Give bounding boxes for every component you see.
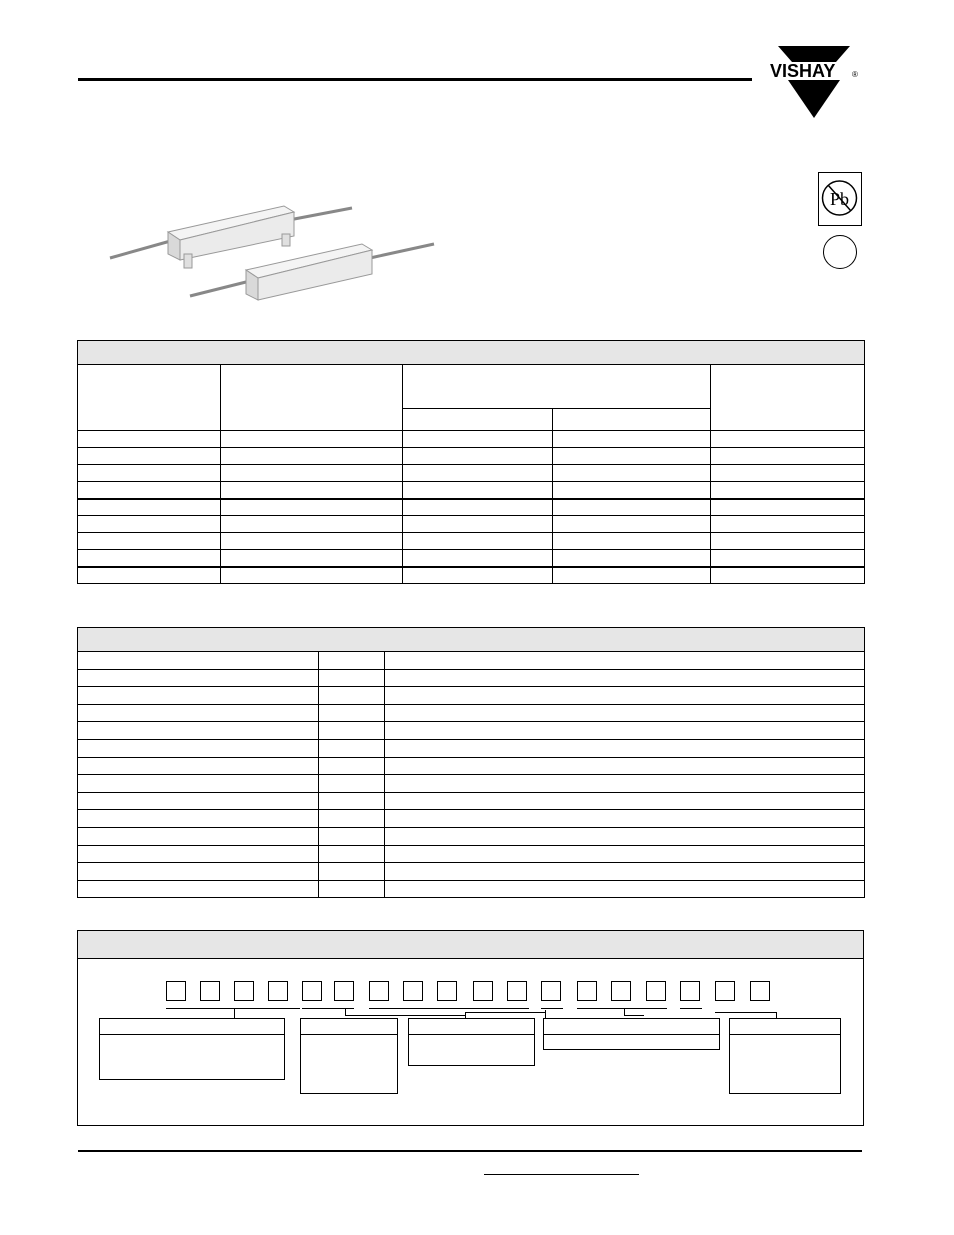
- part-number-digit: [646, 981, 666, 1001]
- group-underline: [577, 1008, 667, 1009]
- lead-free-symbol: Pb: [829, 189, 850, 209]
- table-row: [78, 652, 865, 670]
- table-row: [78, 669, 865, 687]
- technical-specifications-table: [77, 627, 865, 898]
- table-row: [78, 863, 865, 881]
- brand-name: VISHAY: [770, 61, 836, 81]
- part-number-digit: [715, 981, 735, 1001]
- part-number-digit: [541, 981, 561, 1001]
- column-subheader: [403, 409, 553, 431]
- table-row: [78, 739, 865, 757]
- section-header: [78, 628, 865, 652]
- part-number-digit: [403, 981, 423, 1001]
- column-subheader: [553, 409, 711, 431]
- group-underline: [680, 1008, 702, 1009]
- part-number-digit: [577, 981, 597, 1001]
- part-number-digit: [611, 981, 631, 1001]
- group-connector: [545, 1010, 546, 1018]
- part-number-digit: [166, 981, 186, 1001]
- table-row: [78, 722, 865, 740]
- column-header: [78, 365, 221, 431]
- group-connector: [624, 1008, 644, 1016]
- lead-free-badge: [818, 172, 862, 226]
- part-number-digit: [473, 981, 493, 1001]
- part-number-digit: [200, 981, 220, 1001]
- standard-electrical-specifications-table: [77, 340, 865, 584]
- table-row: [78, 757, 865, 775]
- part-number-digit: [680, 981, 700, 1001]
- table-row: [78, 431, 865, 448]
- column-header: [221, 365, 403, 431]
- table-row: [78, 880, 865, 898]
- table-row: [78, 482, 865, 499]
- footer-link-underline[interactable]: [484, 1174, 639, 1175]
- column-header: [711, 365, 865, 431]
- table-row: [78, 448, 865, 465]
- packaging-box: [543, 1018, 720, 1050]
- table-row: [78, 810, 865, 828]
- part-number-digit: [268, 981, 288, 1001]
- table-row: [78, 792, 865, 810]
- group-underline: [541, 1008, 563, 1009]
- table-row: [78, 465, 865, 482]
- header-rule: [78, 78, 752, 81]
- table-row: [78, 550, 865, 567]
- table-header-row: [78, 628, 865, 652]
- table-row: [78, 516, 865, 533]
- global-model-box: [99, 1018, 285, 1080]
- footer-rule: [78, 1150, 862, 1152]
- table-row: [78, 499, 865, 516]
- rohs-icon: [823, 235, 857, 269]
- part-number-digit: [369, 981, 389, 1001]
- part-number-digit: [302, 981, 322, 1001]
- tolerance-code-box: [408, 1018, 535, 1066]
- group-underline: [369, 1008, 529, 1009]
- part-number-digit: [750, 981, 770, 1001]
- section-header: [78, 931, 863, 959]
- table-row: [78, 687, 865, 705]
- table-row: [78, 845, 865, 863]
- lead-free-icon: [819, 173, 860, 224]
- part-number-digit: [507, 981, 527, 1001]
- vishay-logo: [766, 44, 864, 120]
- resistance-value-box: [300, 1018, 398, 1094]
- column-header-row: [78, 365, 865, 409]
- group-underline: [166, 1008, 300, 1009]
- part-number-digit: [437, 981, 457, 1001]
- part-number-digit: [234, 981, 254, 1001]
- product-photo: [104, 198, 444, 308]
- group-connector: [234, 1008, 235, 1018]
- table-row: [78, 775, 865, 793]
- group-connector: [345, 1008, 465, 1016]
- part-number-digit: [334, 981, 354, 1001]
- section-header: [78, 341, 865, 365]
- table-row: [78, 704, 865, 722]
- table-header-row: [78, 341, 865, 365]
- table-row: [78, 567, 865, 584]
- table-row: [78, 533, 865, 550]
- registered-mark: ®: [852, 70, 858, 79]
- column-header: [403, 365, 711, 409]
- table-row: [78, 827, 865, 845]
- special-box: [729, 1018, 841, 1094]
